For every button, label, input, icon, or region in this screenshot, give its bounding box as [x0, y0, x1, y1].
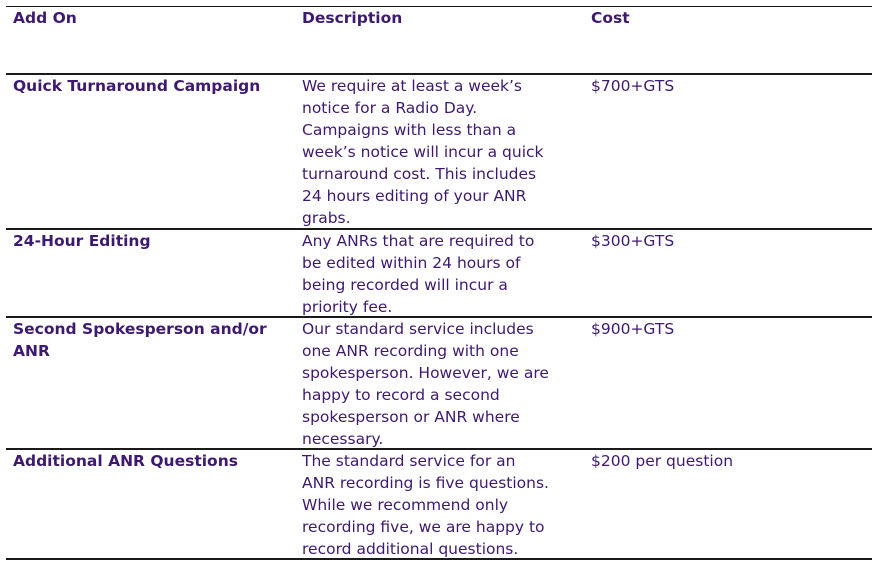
description-line: spokesperson or ANR where [302, 408, 520, 426]
table-row [6, 318, 872, 450]
description-line: necessary. [302, 430, 384, 448]
description-line: priority fee. [302, 298, 393, 316]
add-on-description [302, 318, 582, 450]
description-line: While we recommend only [302, 496, 509, 514]
add-on-cost: $900+GTS [591, 320, 675, 338]
description-line: spokesperson. However, we are [302, 364, 549, 382]
add-on-name-line: Second Spokesperson and/or [13, 320, 267, 338]
description-line: happy to record a second [302, 386, 500, 404]
table-header-row [6, 6, 872, 75]
add-on-description [302, 75, 582, 229]
add-on-description [302, 450, 582, 560]
add-on-name [13, 318, 298, 362]
description-line: being recorded will incur a [302, 276, 508, 294]
description-line: 24 hours editing of your ANR [302, 187, 527, 205]
description-line: notice for a Radio Day. [302, 99, 478, 117]
description-line: recording five, we are happy to [302, 518, 545, 536]
description-line: Campaigns with less than a [302, 121, 517, 139]
table-row [6, 450, 872, 560]
description-line: turnaround cost. This includes [302, 165, 537, 183]
add-on-pricing-table [6, 6, 872, 560]
add-on-description [302, 230, 582, 318]
header-cost: Cost [591, 9, 630, 27]
description-line: ANR recording is five questions. [302, 474, 549, 492]
description-line: one ANR recording with one [302, 342, 519, 360]
description-line: Any ANRs that are required to [302, 232, 535, 250]
description-line: The standard service for an [302, 452, 516, 470]
add-on-name: Additional ANR Questions [13, 452, 238, 470]
header-add-on: Add On [13, 9, 77, 27]
add-on-name-line: ANR [13, 342, 50, 360]
description-line: We require at least a week’s [302, 77, 522, 95]
table-row [6, 75, 872, 230]
description-line: grabs. [302, 209, 351, 227]
header-description: Description [302, 9, 403, 27]
add-on-cost: $300+GTS [591, 232, 675, 250]
description-line: record additional questions. [302, 540, 519, 558]
add-on-name: Quick Turnaround Campaign [13, 77, 261, 95]
add-on-cost: $200 per question [591, 452, 734, 470]
description-line: be edited within 24 hours of [302, 254, 521, 272]
add-on-cost: $700+GTS [591, 77, 675, 95]
table-row [6, 230, 872, 318]
add-on-name: 24-Hour Editing [13, 232, 151, 250]
description-line: Our standard service includes [302, 320, 534, 338]
description-line: week’s notice will incur a quick [302, 143, 544, 161]
